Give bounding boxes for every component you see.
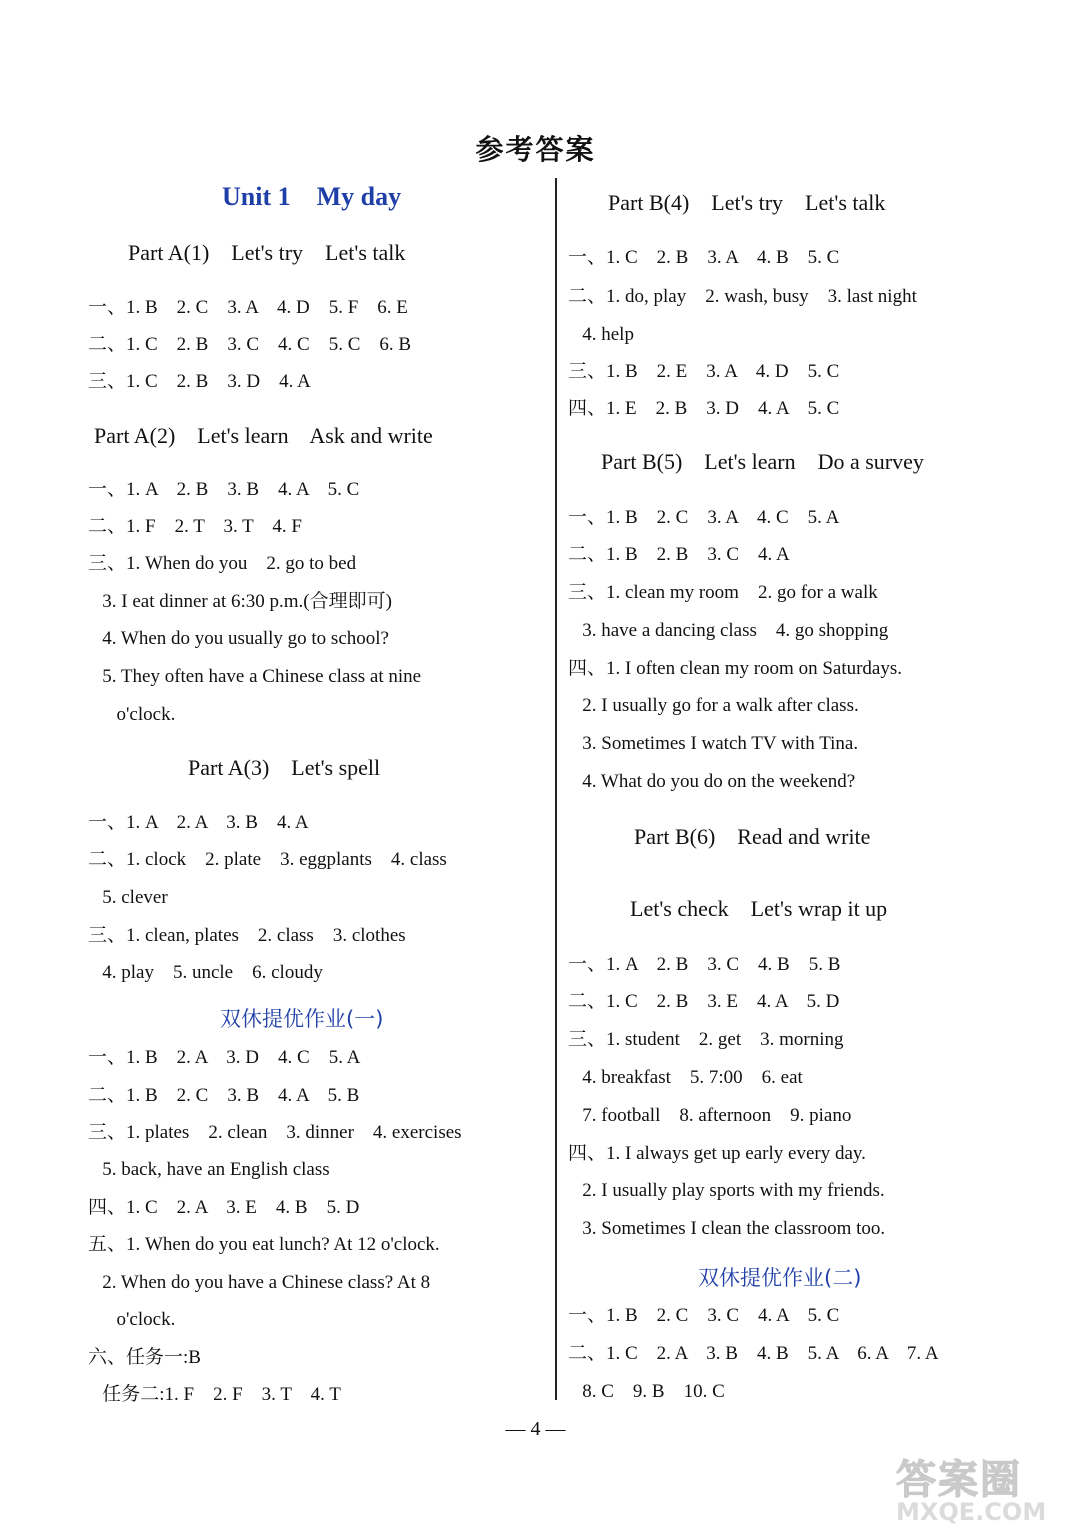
homework-title: 双休提优作业(二): [698, 1266, 862, 1290]
answer-line: 3. have a dancing class 4. go shopping: [568, 620, 889, 641]
watermark-logo: 答案圈: [896, 1457, 1022, 1503]
answer-line: 四、1. I always get up early every day.: [568, 1143, 866, 1164]
answer-line: 4. When do you usually go to school?: [88, 628, 389, 649]
answer-line: 7. football 8. afternoon 9. piano: [568, 1105, 852, 1126]
answer-line: 4. What do you do on the weekend?: [568, 771, 856, 792]
answer-line: 一、1. A 2. B 3. C 4. B 5. B: [568, 954, 841, 975]
answer-line: 二、1. F 2. T 3. T 4. F: [88, 516, 302, 537]
section-heading: Let's check Let's wrap it up: [630, 896, 888, 921]
answer-line: 一、1. A 2. B 3. B 4. A 5. C: [88, 479, 360, 500]
answer-line: 2. I usually play sports with my friends.: [568, 1180, 885, 1201]
answer-line: 四、1. E 2. B 3. D 4. A 5. C: [568, 398, 840, 419]
answer-line: 一、1. C 2. B 3. A 4. B 5. C: [568, 247, 840, 268]
section-heading: Part B(4) Let's try Let's talk: [608, 190, 886, 215]
answer-line: 2. I usually go for a walk after class.: [568, 695, 859, 716]
answer-line: 3. Sometimes I clean the classroom too.: [568, 1218, 886, 1239]
page-number: — 4 —: [505, 1418, 566, 1440]
answer-line: o'clock.: [88, 1309, 176, 1330]
answer-line: 8. C 9. B 10. C: [568, 1381, 725, 1402]
answer-line: 5. back, have an English class: [88, 1159, 330, 1180]
answer-line: 三、1. clean my room 2. go for a walk: [568, 582, 878, 603]
answer-line: 四、1. I often clean my room on Saturdays.: [568, 658, 903, 679]
answer-line: 2. When do you have a Chinese class? At 8: [88, 1272, 431, 1293]
answer-line: 二、1. C 2. B 3. C 4. C 5. C 6. B: [88, 334, 412, 355]
answer-line: 二、1. clock 2. plate 3. eggplants 4. class: [88, 849, 447, 870]
answer-line: 三、1. clean, plates 2. class 3. clothes: [88, 925, 406, 946]
answer-line: 二、1. B 2. B 3. C 4. A: [568, 544, 790, 565]
answer-line: 3. I eat dinner at 6:30 p.m.(合理即可): [88, 591, 392, 612]
section-heading: Part A(3) Let's spell: [188, 755, 381, 780]
answer-line: 二、1. B 2. C 3. B 4. A 5. B: [88, 1085, 360, 1106]
answer-line: 5. clever: [88, 887, 168, 908]
answer-line: 一、1. B 2. A 3. D 4. C 5. A: [88, 1047, 361, 1068]
watermark: [896, 1448, 1066, 1532]
answer-line: 3. Sometimes I watch TV with Tina.: [568, 733, 859, 754]
answer-line: 4. help: [568, 324, 634, 345]
answer-line: 一、1. B 2. C 3. A 4. D 5. F 6. E: [88, 297, 408, 318]
unit-title: Unit 1 My day: [222, 182, 402, 211]
answer-line: 一、1. B 2. C 3. A 4. C 5. A: [568, 507, 840, 528]
answer-line: 三、1. B 2. E 3. A 4. D 5. C: [568, 361, 840, 382]
answer-line: 四、1. C 2. A 3. E 4. B 5. D: [88, 1197, 360, 1218]
section-heading: Part A(1) Let's try Let's talk: [128, 240, 406, 265]
answer-line: 一、1. A 2. A 3. B 4. A: [88, 812, 309, 833]
section-heading: Part B(6) Read and write: [634, 824, 871, 849]
answer-line: 三、1. C 2. B 3. D 4. A: [88, 371, 311, 392]
column-divider: [555, 178, 557, 1400]
watermark-url: MXQE.COM: [896, 1498, 1047, 1526]
answer-line: o'clock.: [88, 704, 176, 725]
answer-line: 4. play 5. uncle 6. cloudy: [88, 962, 323, 983]
answer-line: 二、1. C 2. B 3. E 4. A 5. D: [568, 991, 840, 1012]
answer-line: 一、1. B 2. C 3. C 4. A 5. C: [568, 1305, 840, 1326]
page-title: 参考答案: [475, 133, 596, 166]
section-heading: Part A(2) Let's learn Ask and write: [94, 423, 433, 448]
answer-line: 三、1. plates 2. clean 3. dinner 4. exercises: [88, 1122, 462, 1143]
answer-line: 五、1. When do you eat lunch? At 12 o'clock.: [88, 1234, 440, 1255]
answer-line: 二、1. do, play 2. wash, busy 3. last night: [568, 286, 917, 307]
answer-line: 六、任务一:B: [88, 1347, 201, 1368]
homework-title: 双休提优作业(一): [220, 1007, 384, 1031]
answer-line: 任务二:1. F 2. F 3. T 4. T: [88, 1384, 341, 1405]
section-heading: Part B(5) Let's learn Do a survey: [601, 449, 924, 474]
answer-line: 5. They often have a Chinese class at nine: [88, 666, 422, 687]
answer-line: 三、1. When do you 2. go to bed: [88, 553, 357, 574]
answer-line: 4. breakfast 5. 7:00 6. eat: [568, 1067, 803, 1088]
answer-line: 三、1. student 2. get 3. morning: [568, 1029, 844, 1050]
answer-line: 二、1. C 2. A 3. B 4. B 5. A 6. A 7. A: [568, 1343, 939, 1364]
